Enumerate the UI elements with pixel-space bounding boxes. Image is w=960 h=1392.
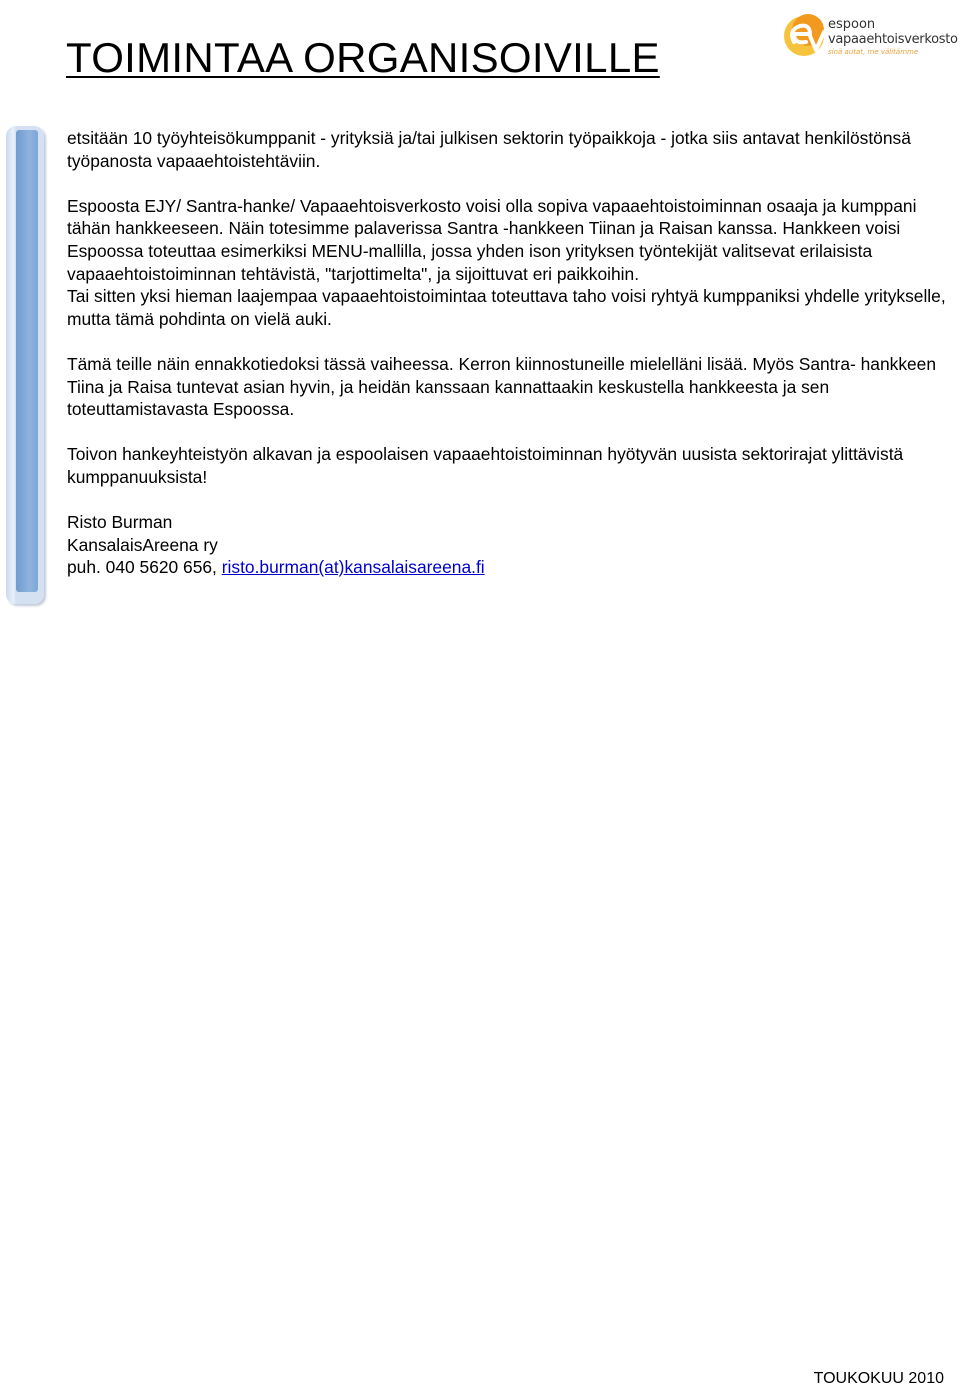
paragraph-espoo-partner: Espoosta EJY/ Santra-hanke/ Vapaaehtoisverkosto voisi olla sopiva vapaaehtoistoiminnan osaaja ja kumppani tähän hankkeeseen. Näin totesimme palaverissa Santra -hankkeen Tiinan ja Raisan kanssa. Hankkeen voisi Espoossa toteuttaa esimerkiksi MENU-mallilla, jossa yhden ison yrityksen työntekijät valitsevat erilaisista vapaaehtoistoiminnan tehtävistä, "tarjottimelta", ja sijoittuvat eri paikkoihin.: [67, 195, 917, 284]
email-link[interactable]: risto.burman(at)kansalaisareena.fi: [221, 557, 485, 578]
signature-contact: [67, 556, 947, 579]
paragraph-alternative: Tai sitten yksi hieman laajempaa vapaaehtoistoimintaa toteuttava taho voisi ryhtyä kumppaniksi yhdelle yritykselle, mutta tämä pohdinta on vielä auki.: [67, 286, 946, 329]
document-body: [67, 127, 947, 579]
signature-organization: KansalaisAreena ry: [67, 534, 218, 555]
paragraph-closing: Toivon hankeyhteistyön alkavan ja espoolaisen vapaaehtoistoiminnan hyötyvän uusista sektorirajat ylittävistä kumppanuuksista!: [67, 444, 904, 487]
ev-logo-icon: [780, 12, 830, 68]
paragraph-intro: etsitään 10 työyhteisökumppanit - yrityksiä ja/tai julkisen sektorin työpaikkoja - jotka siis antavat henkilöstönsä työpanosta vapaaehtoistehtäviin.: [67, 128, 911, 171]
signature-name: Risto Burman: [67, 512, 173, 533]
signature-phone: puh. 040 5620 656,: [67, 557, 222, 578]
decorative-side-bar-inner: [16, 130, 38, 592]
footer-date: TOUKOKUU 2010: [813, 1370, 944, 1387]
logo-text-vapaaehtoisverkosto: vapaaehtoisverkosto: [828, 32, 958, 47]
logo-text-espoon: espoon: [828, 17, 876, 32]
page-title: TOIMINTAA ORGANISOIVILLE: [66, 34, 660, 81]
logo-slogan: sinä autat, me välitämme: [828, 48, 919, 56]
espoon-vapaaehtoisverkosto-logo: [780, 12, 958, 72]
decorative-side-bar: [6, 126, 44, 604]
paragraph-advance-notice: Tämä teille näin ennakkotiedoksi tässä vaiheessa. Kerron kiinnostuneille mielelläni lisää. Myös Santra- hankkeen Tiina ja Raisa tuntevat asian hyvin, ja heidän kanssaan kannattaakin keskustella hankkeesta ja sen toteuttamistavasta Espoossa.: [67, 353, 937, 420]
